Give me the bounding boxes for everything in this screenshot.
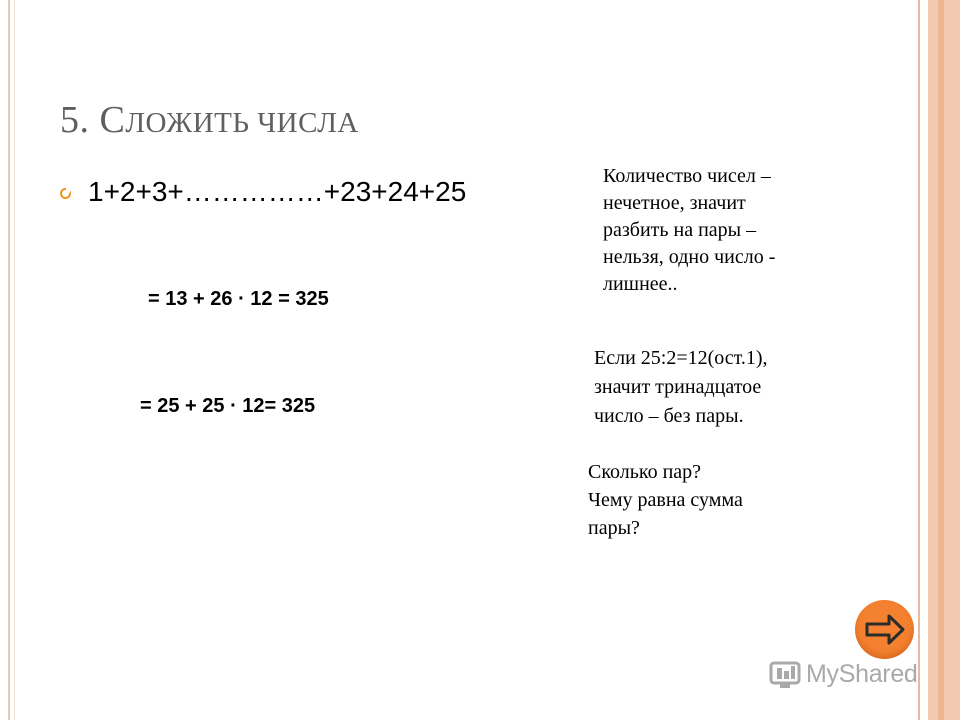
left-frame-line-inner [14, 0, 15, 720]
myshared-watermark [768, 657, 918, 691]
note-odd-count: Количество чисел – нечетное, значит разбить на пары – нельзя, одно число - лишнее.. [603, 165, 776, 295]
right-frame-band [928, 0, 960, 720]
next-slide-button[interactable] [855, 600, 914, 659]
equation-1: = 13 + 26 · 12 = 325 [148, 288, 329, 310]
number-sequence: 1+2+3+……………+23+24+25 [88, 176, 467, 207]
title-word1: ЛОЖИТЬ [125, 107, 258, 139]
bullet-icon [60, 188, 71, 199]
right-frame-line [918, 0, 920, 720]
title-number: 5. [60, 99, 90, 141]
slide-title [60, 98, 359, 142]
watermark-text: MyShared [806, 659, 918, 688]
myshared-logo-icon [768, 657, 802, 691]
title-word2: ЧИСЛА [257, 107, 359, 139]
equation-2: = 25 + 25 · 12= 325 [140, 395, 316, 417]
note-questions: Сколько пар? Чему равна сумма пары? [588, 461, 743, 539]
left-frame-line [8, 0, 10, 720]
note-remainder: Если 25:2=12(ост.1), значит тринадцатое число – без пары. [594, 347, 768, 427]
title-initial: С [99, 99, 126, 141]
right-frame-stripe [938, 0, 944, 720]
arrow-right-icon [855, 600, 914, 659]
